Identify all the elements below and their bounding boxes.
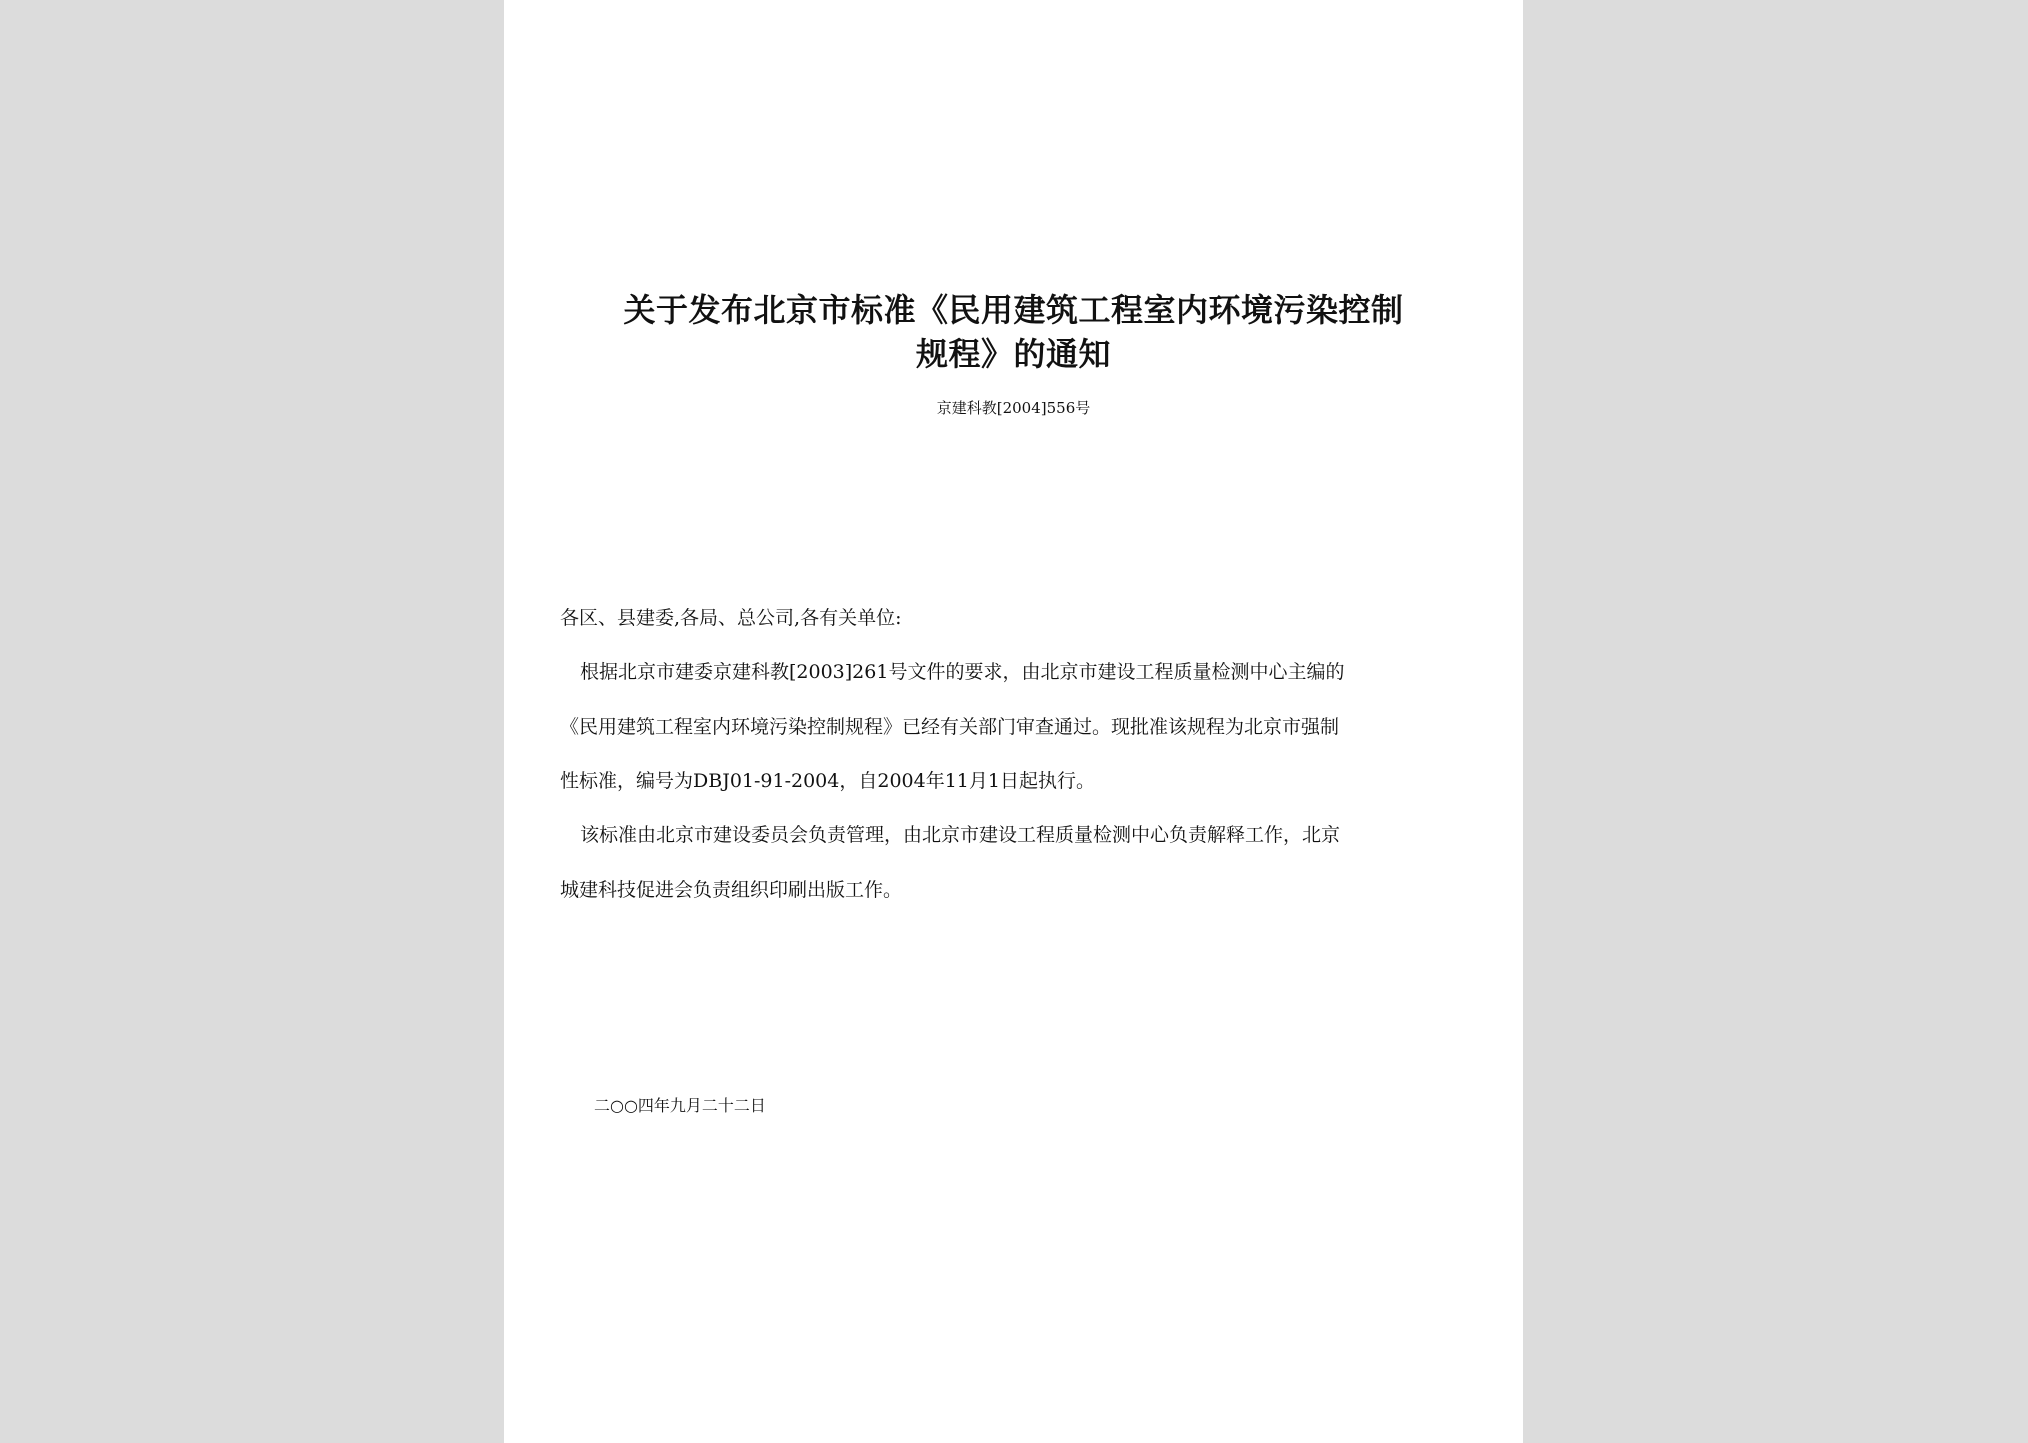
paragraph-1-line-2: 《民用建筑工程室内环境污染控制规程》已经有关部门审查通过。现批准该规程为北京市强制 (560, 716, 1340, 738)
paragraph-1-line-3: 性标准，编号为DBJ01-91-2004，自2004年11月1日起执行。 (560, 770, 1095, 792)
issue-date: 二○○四年九月二十二日 (594, 1096, 766, 1115)
paragraph-2-line-2: 城建科技促进会负责组织印刷出版工作。 (560, 879, 903, 901)
document-title (504, 288, 1523, 376)
salutation: 各区、县建委,各局、总公司,各有关单位: (560, 607, 902, 629)
paragraph-2-line-1: 该标准由北京市建设委员会负责管理，由北京市建设工程质量检测中心负责解释工作，北京 (580, 824, 1341, 846)
document-number: 京建科教[2004]556号 (936, 399, 1091, 417)
title-line-1: 关于发布北京市标准《民用建筑工程室内环境污染控制 (623, 291, 1404, 329)
document-page (504, 0, 1523, 1443)
title-line-2: 规程》的通知 (915, 335, 1111, 373)
paragraph-1-line-1: 根据北京市建委京建科教[2003]261号文件的要求，由北京市建设工程质量检测中心主编的 (580, 661, 1345, 683)
